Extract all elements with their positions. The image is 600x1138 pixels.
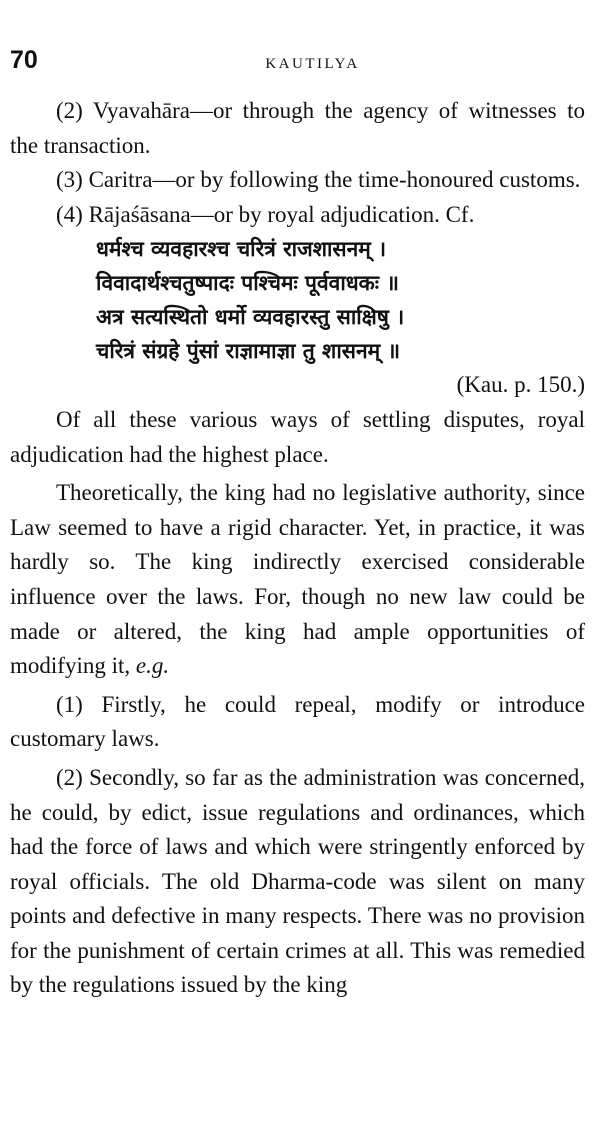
paragraph-vyavahara: (2) Vyavahāra—or through the agency of witnesses to the transaction. (10, 98, 585, 158)
verse-citation: (Kau. p. 150.) (456, 372, 585, 398)
paragraph-rajasasana: (4) Rājaśāsana—or by royal adjudication. Cf. (56, 201, 475, 227)
paragraph-royal-adjudication: Of all these various ways of settling disputes, royal adjudication had the highest place. (10, 406, 585, 467)
verse-line-2: विवादार्थश्चतुष्पादः पश्चिमः पूर्ववाधकः ॥ (96, 271, 399, 296)
body-text (10, 94, 585, 1003)
verse-line-3: अत्र सत्यस्थितो धर्मो व्यवहारस्तु साक्षिषु । (96, 305, 405, 330)
paragraph-firstly: (1) Firstly, he could repeal, modify or introduce customary laws. (10, 691, 585, 752)
paragraph-theoretically-text: Theoretically, the king had no legislative authority, since Law seemed to have a rigid character. Yet, in practice, it was hardly so. The king indirectly exercised considerable influence over the laws. For, though no new law could be made or altered, the king had ample opportunities of modifying it, (10, 480, 585, 679)
abbreviation-eg: e.g. (135, 653, 170, 679)
verse-line-1: धर्मश्च व्यवहारश्च चरित्रं राजशासनम् । (96, 237, 387, 262)
paragraph-secondly: (2) Secondly, so far as the administration was concerned, he could, by edict, issue regulations and ordinances, which had the force of laws and which were stringently enforced by royal officials. The old Dharma-code was silent on many points and defective in many respects. There was no provision for the punishment of certain crimes at all. This was remedied by the regulations issued by the king (10, 764, 585, 998)
sanskrit-verse (10, 232, 585, 368)
paragraph-caritra: (3) Caritra—or by following the time-honoured customs. (56, 167, 581, 193)
page-number: 70 (10, 46, 38, 74)
running-head: KAUTILYA (265, 56, 360, 72)
paragraph-theoretically (10, 476, 585, 684)
page-header (10, 46, 585, 76)
verse-line-4: चरित्रं संग्रहे पुंसां राज्ञामाज्ञा तु शासनम् ॥ (96, 339, 401, 364)
